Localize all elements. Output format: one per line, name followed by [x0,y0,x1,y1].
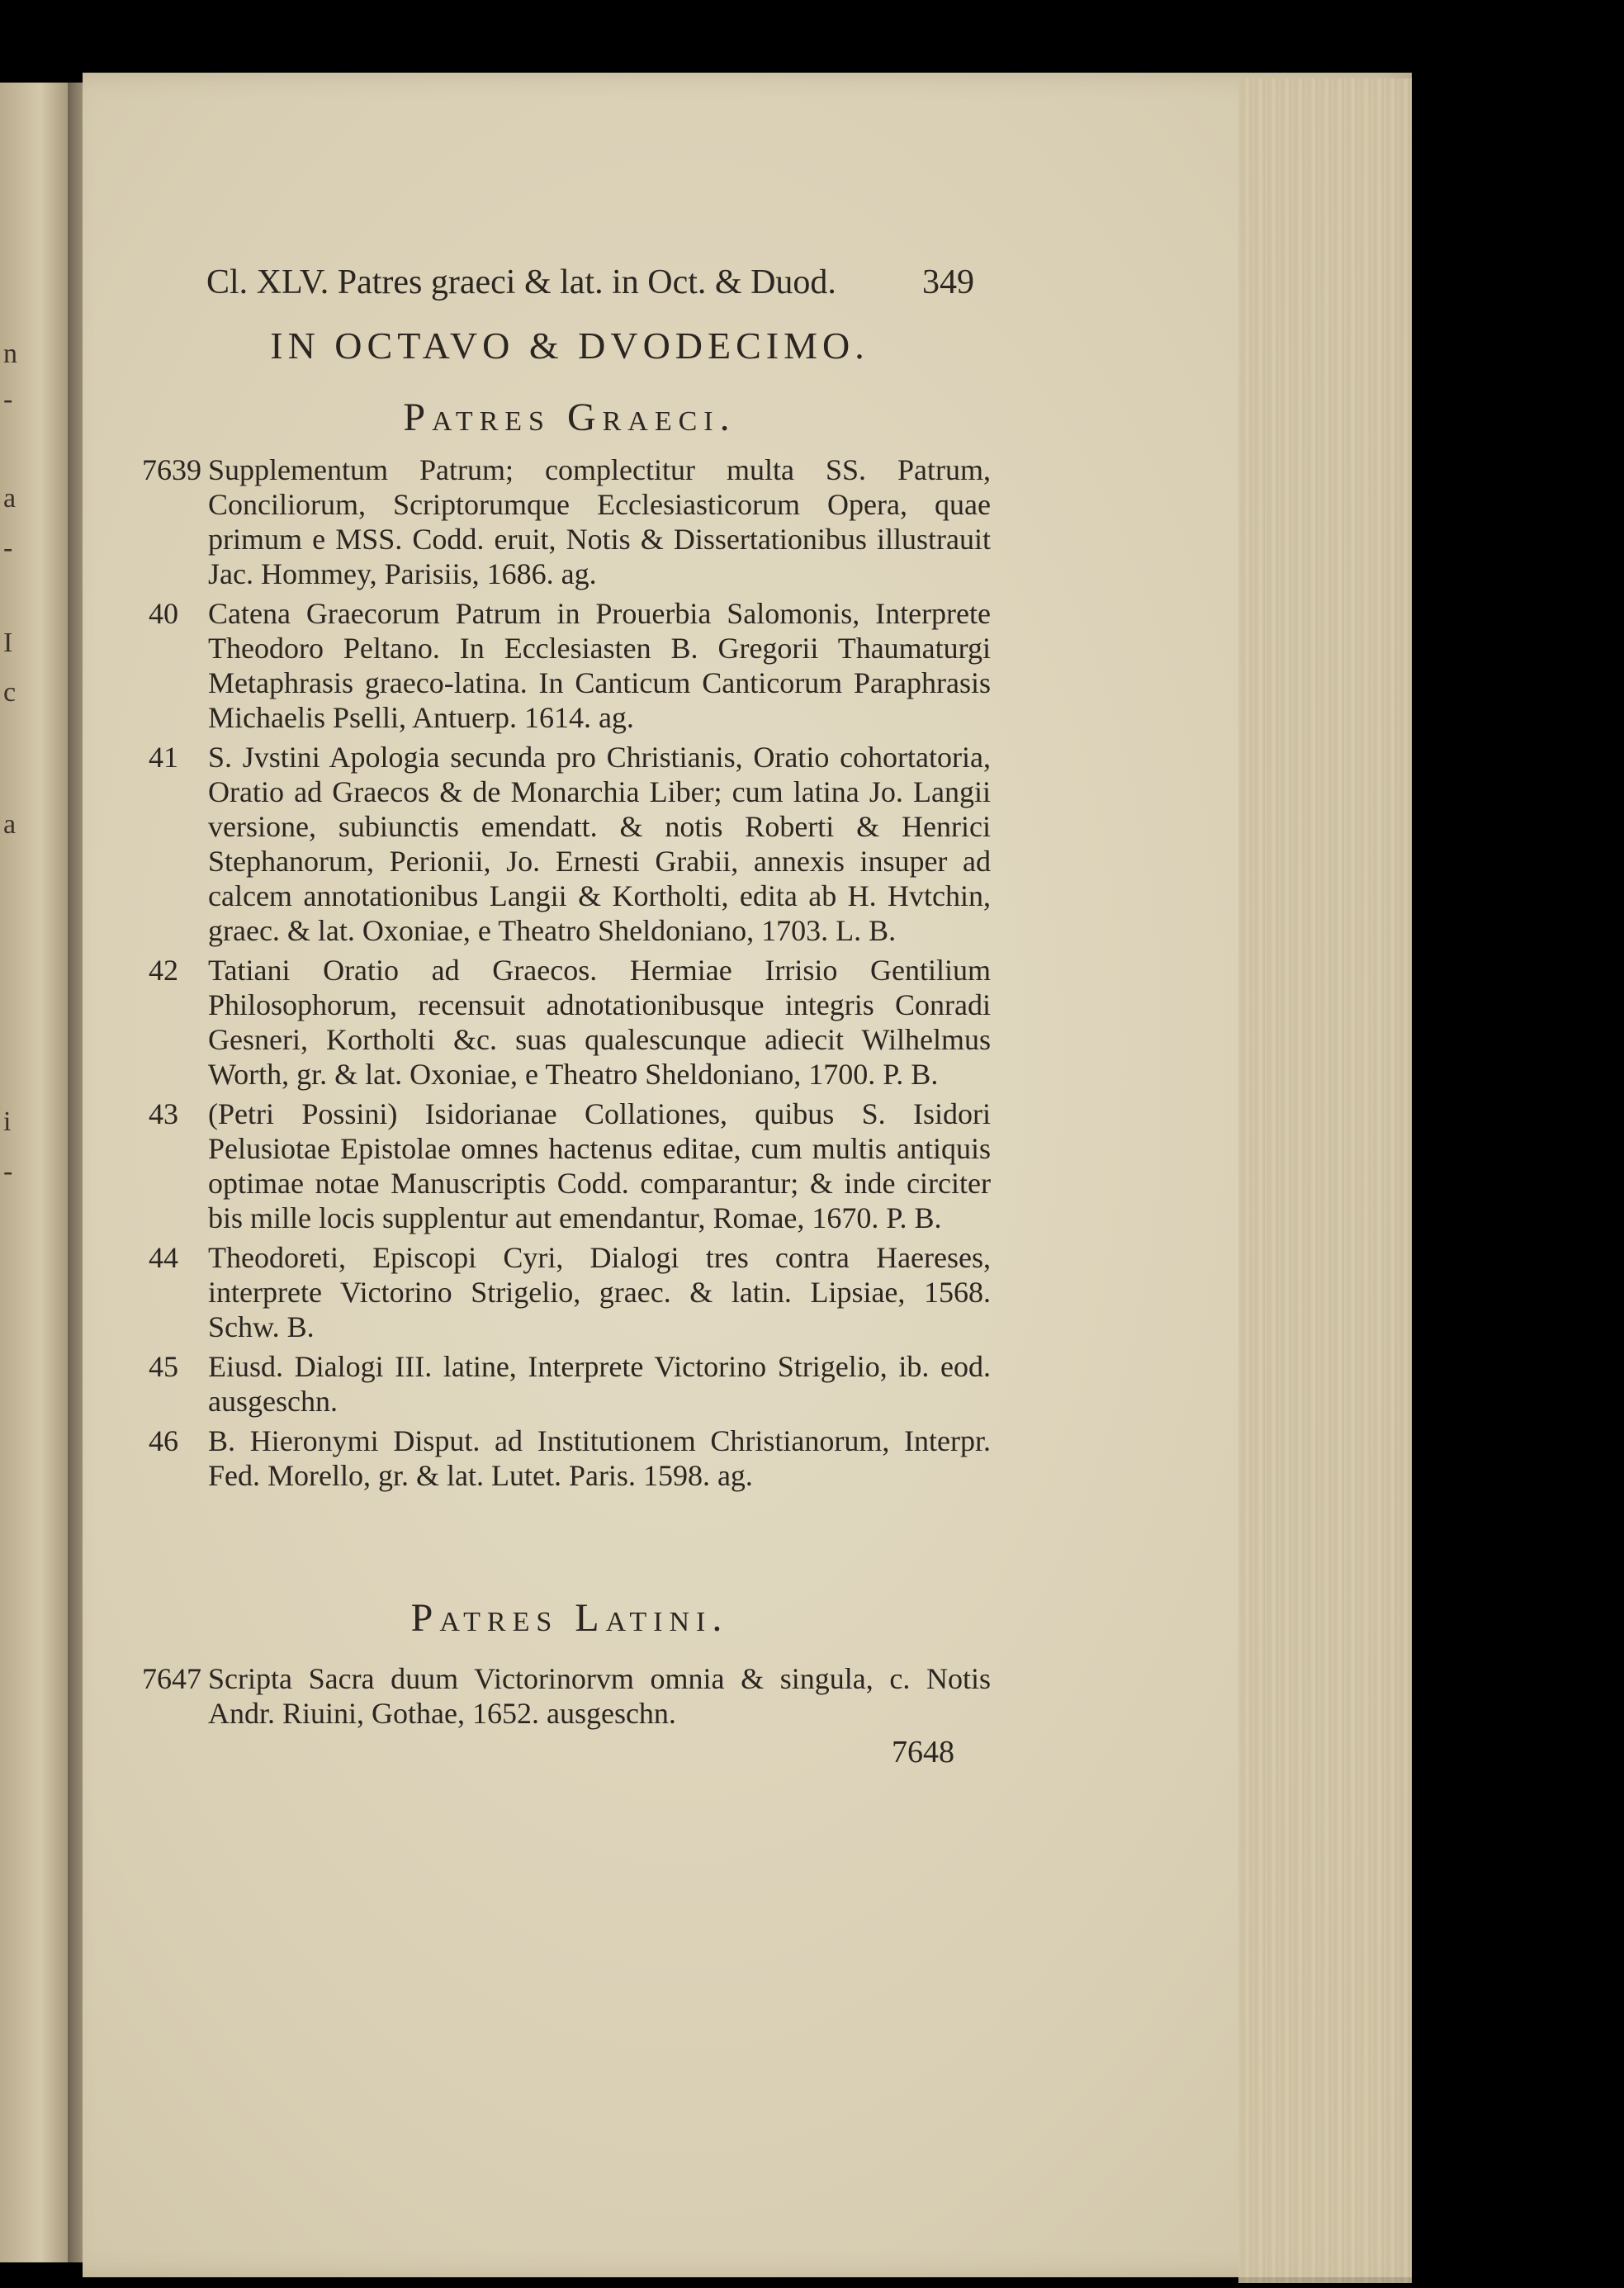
subsection-title-graeci: Patres Graeci. [403,396,736,439]
entry-number: 43 [149,1097,178,1130]
entry-number: 41 [149,741,178,774]
catalog-entry [149,1240,991,1344]
left-page-edge [0,83,68,2262]
entry-text: B. Hieronymi Disput. ad Institutionem Christianorum, Interpr. Fed. Morello, gr. & lat. Lutet. Paris. 1598. ag. [208,1424,991,1492]
catalog-entry [149,953,991,1092]
left-margin-fragment: - [3,1156,13,1187]
left-margin-fragment: - [3,384,13,414]
catchword: 7648 [892,1735,954,1769]
left-margin-fragment: i [3,1106,12,1137]
catalog-entry [149,596,991,735]
left-margin-fragment: n [3,339,17,369]
running-head-title: Cl. XLV. Patres graeci & lat. in Oct. & Duod. [206,263,836,301]
catalog-entry [142,452,991,591]
running-head [206,263,974,302]
page-edges [1238,78,1412,2283]
subsection-title-latini: Patres Latini. [410,1596,729,1640]
entry-number: 42 [149,954,178,987]
entry-text: S. Jvstini Apologia secunda pro Christianis, Oratio cohortatoria, Oratio ad Graecos & de Monarchia Liber; cum latina Jo. Langii versione, subiunctis emendatt. & notis Roberti & Henrici Stephanorum, Perionii, Jo. Ernesti Grabii, annexis insuper ad calcem annotationibus Langii & Kortholti, edita ab H. Hvtchin, graec. & lat. Oxoniae, e Theatro Sheldoniano, 1703. L. B. [208,741,991,947]
left-margin-fragment: I [3,628,13,658]
left-margin-fragment: c [3,677,17,708]
entry-text: Catena Graecorum Patrum in Prouerbia Salomonis, Interprete Theodoro Peltano. In Ecclesiasten B. Gregorii Thaumaturgi Metaphrasis graeco-latina. In Canticum Canticorum Paraphrasis Michaelis Pselli, Antuerp. 1614. ag. [208,597,991,734]
entry-text: Supplementum Patrum; complectitur multa SS. Patrum, Conciliorum, Scriptorumque Ecclesiasticorum Opera, quae primum e MSS. Codd. eruit, Notis & Dissertationibus illustrauit Jac. Hommey, Parisiis, 1686. ag. [208,453,991,590]
entry-number: 7639 [142,453,201,486]
entries-latini [142,1661,991,1736]
entry-text: Theodoreti, Episcopi Cyri, Dialogi tres contra Haereses, interprete Victorino Strigelio, graec. & latin. Lipsiae, 1568. Schw. B. [208,1241,991,1343]
entry-number: 44 [149,1241,178,1274]
entries-graeci [142,452,991,1498]
entry-number: 45 [149,1350,178,1383]
entry-number: 46 [149,1424,178,1457]
entry-text: (Petri Possini) Isidorianae Collationes, quibus S. Isidori Pelusiotae Epistolae omnes hactenus editae, cum multis antiquis optimae notae Manuscriptis Codd. comparantur; & inde circiter bis mille locis supplentur aut emendantur, Romae, 1670. P. B. [208,1097,991,1234]
catalog-entry [149,1097,991,1235]
left-margin-fragment: a [3,483,17,514]
entry-number: 40 [149,597,178,630]
page-number: 349 [922,263,974,301]
section-title: IN OCTAVO & DVODECIMO. [270,324,869,367]
catalog-entry [142,1661,991,1731]
entry-text: Scripta Sacra duum Victorinorvm omnia & singula, c. Notis Andr. Riuini, Gothae, 1652. ausgeschn. [208,1662,991,1730]
catalog-entry [149,740,991,948]
left-margin-fragment: - [3,533,13,563]
entry-text: Eiusd. Dialogi III. latine, Interprete Victorino Strigelio, ib. eod. ausgeschn. [208,1350,991,1418]
left-margin-fragment: a [3,809,17,840]
catalog-entry [149,1349,991,1419]
catalog-entry [149,1423,991,1493]
entry-text: Tatiani Oratio ad Graecos. Hermiae Irrisio Gentilium Philosophorum, recensuit adnotationibusque integris Conradi Gesneri, Kortholti &c. suas qualescunque adiecit Wilhelmus Worth, gr. & lat. Oxoniae, e Theatro Sheldoniano, 1700. P. B. [208,954,991,1091]
entry-number: 7647 [142,1662,201,1695]
